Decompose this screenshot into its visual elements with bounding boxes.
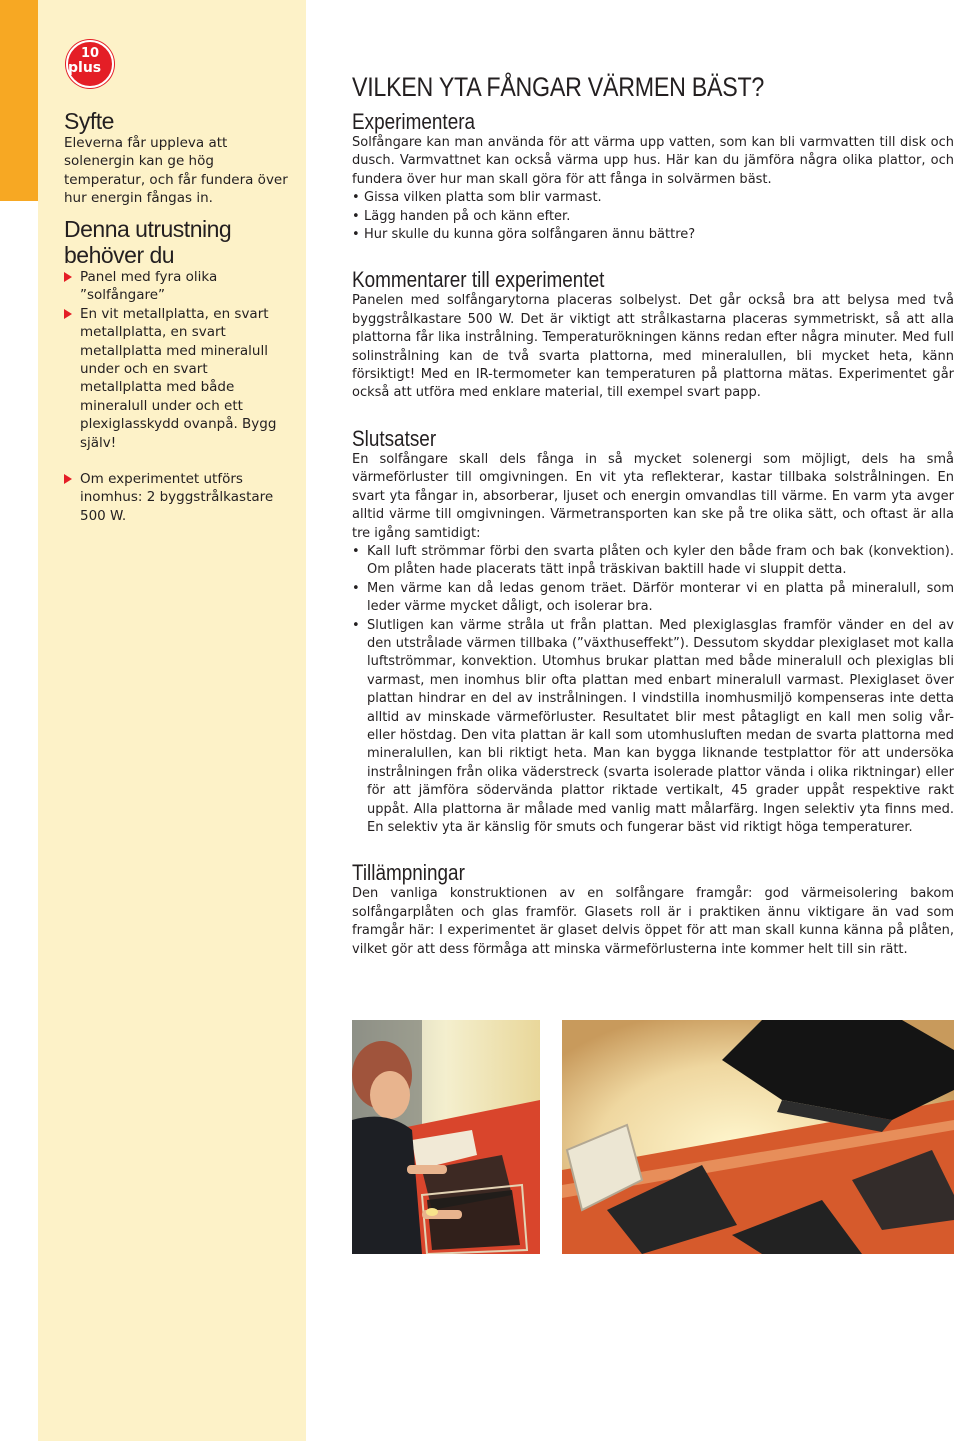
indoor-list xyxy=(64,470,290,525)
comments-text: Panelen med solfångarytorna placeras solbelyst. Det går också bra att belysa med två byggstrålkastare 500 W. Det är viktigt att strålkastarna placeras symmetriskt, så att alla plattorna får lika instrålning. Temperaturökningen känns redan efter några minuter. Med full solinstrålning kan de två svarta plattorna, med mineralullen, bli mycket heta, känn försiktigt! Med en IR-termometer kan temperaturen på plattorna mätas. Experimentet går också att utföra med enklare material, till exempel svart papp. xyxy=(352,293,954,401)
purpose-title: Syfte xyxy=(64,108,114,134)
level-badge xyxy=(66,40,114,88)
badge-number: 10 xyxy=(80,46,100,61)
main-content xyxy=(352,72,954,959)
photo-lamp-image xyxy=(562,1020,954,1254)
equipment-section xyxy=(64,216,290,525)
triangle-bullet-icon xyxy=(64,309,72,319)
conclusions-bullets xyxy=(352,543,954,838)
conclusions-heading: Slutsatser xyxy=(352,425,437,451)
comments-heading: Kommentarer till experimentet xyxy=(352,267,605,293)
orange-accent-bar xyxy=(0,0,38,201)
conclusions-text: En solfångare skall dels fånga in så mycket solenergi som möjligt, dels ha små värmeförluster till omgivningen. En vit yta reflekterar, kastar tillbaka solstrålningen. En svart yta fångar in, absorberar, ljuset och energin omvandlas till värme. En varm yta avger alltid värme till omgivningen. Värmetransporten kan ske på tre olika sätt, och oftast är alla tre igång samtidigt: xyxy=(352,451,954,541)
photo-children-image xyxy=(352,1020,540,1254)
equipment-list xyxy=(64,268,290,452)
equipment-item: Panel med fyra olika ”solfångare” xyxy=(64,268,290,305)
equipment-item: En vit metallplatta, en svart metallplatta, en svart metallplatta med mineralull under och en svart metallplatta med både mineralull under och ett plexiglasskydd ovanpå. Bygg själv! xyxy=(64,305,290,452)
conclusions-section xyxy=(352,427,954,838)
list-item: • Hur skulle du kunna göra solfångaren ännu bättre? xyxy=(352,226,954,244)
page-title: VILKEN YTA FÅNGAR VÄRMEN BÄST? xyxy=(352,72,765,102)
list-item: • Lägg handen på och känn efter. xyxy=(352,208,954,226)
purpose-section xyxy=(64,108,290,208)
photo-children-experiment xyxy=(352,1020,540,1254)
experiment-bullets xyxy=(352,189,954,244)
list-item: • Men värme kan då ledas genom träet. Därför monterar vi en platta på mineralull, som leder värme mycket dåligt, och isolerar bra. xyxy=(352,580,954,617)
list-item: • Slutligen kan värme stråla ut från plattan. Med plexiglasglas framför vänder en del av den utstrålade värmen tillbaka (”växthuseffekt”). Dessutom skyddar plexiglaset mot kalla luftströmmar, konvektion. Utomhus brukar plattan med både mineralull och plexiglas bli varmast, men inomhus blir ofta plattan med enbart mineralull varmast. Plexiglaset över plattan hindrar en del av instrålningen. I vindstilla inomhusmiljö kompenseras inte detta alltid av minskade värmeförluster. Resultatet blir mest påtagligt en kall men solig vår- eller höstdag. Den vita plattan är kall som utomhusluften medan de svarta plattorna med mineralullen, kan bli riktigt heta. Man kan bygga liknande testplattor för att undersöka instrålningen från olika väderstreck (svarta isolerade plattor vända i olika riktningar) eller för att jämföra södervända plattor riktade vertikalt, 45 grader uppåt respektive rakt uppåt. Alla plattorna är målade med vanlig matt målarfärg. Ingen selektiv yta finns med. En selektiv yta är känslig för smuts och fungerar bäst vid riktigt höga temperaturer. xyxy=(352,617,954,838)
indoor-item: Om experimentet utförs inomhus: 2 byggstrålkastare 500 W. xyxy=(64,470,290,525)
badge-word: plus xyxy=(68,60,102,76)
experiment-heading: Experimentera xyxy=(352,109,476,134)
applications-section xyxy=(352,861,954,959)
list-item: • Kall luft strömmar förbi den svarta plåten och kyler den både fram och bak (konvektion). Om plåten hade placerats tätt inpå träskivan baktill hade vi sluppit detta. xyxy=(352,543,954,580)
applications-text: Den vanliga konstruktionen av en solfångare framgår: god värmeisolering bakom solfångarplåten och glas framför. Glasets roll är i praktiken ännu viktigare än vad som framgår här: I experimentet är glaset delvis öppet för att man skall kunna känna på plåten, vilket gör att dess förmåga att minska värmeförlusterna inte kommer helt till sin rätt. xyxy=(352,886,954,957)
applications-heading: Tillämpningar xyxy=(352,860,465,886)
purpose-text: Eleverna får uppleva att solenergin kan ge hög temperatur, och får fundera över hur energin fångas in. xyxy=(64,135,288,207)
comments-section xyxy=(352,268,954,402)
experiment-text: Solfångare kan man använda för att värma upp vatten, som kan bli varmvatten till disk och dusch. Varmvattnet kan också värma upp hus. Här kan du jämföra några olika plattor, och fundera över hur man skall göra för att fånga in solvärmen bäst. xyxy=(352,135,954,187)
triangle-bullet-icon xyxy=(64,474,72,484)
triangle-bullet-icon xyxy=(64,272,72,282)
list-item: • Gissa vilken platta som blir varmast. xyxy=(352,189,954,207)
experiment-section xyxy=(352,110,954,244)
photo-lamp-plates xyxy=(562,1020,954,1254)
equipment-title: Denna utrustning behöver du xyxy=(64,216,232,268)
